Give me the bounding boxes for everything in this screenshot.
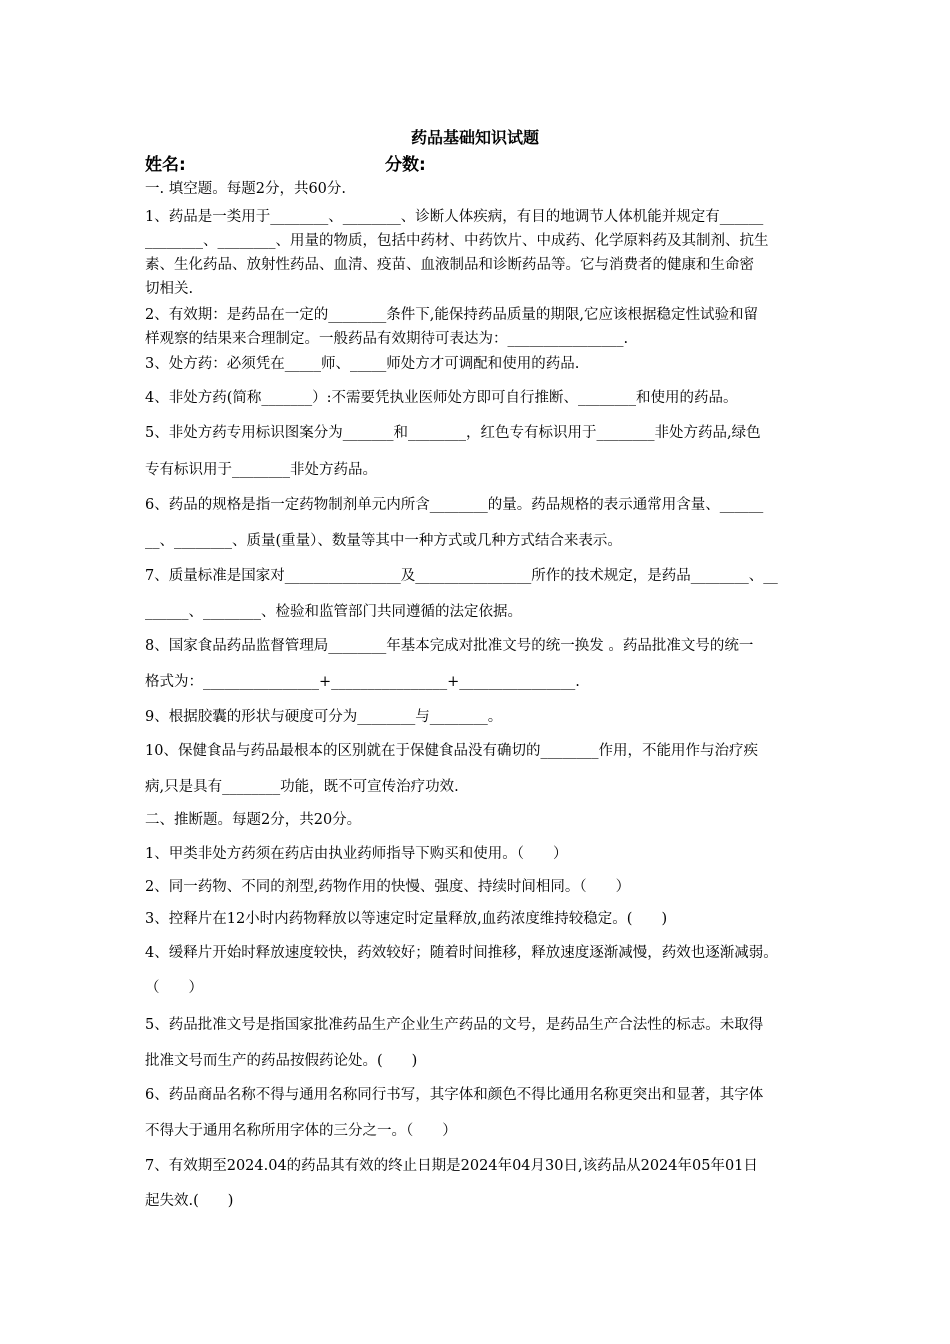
q1-8-line: 8、国家食品药品监督管理局________年基本完成对批准文号的统一换发 。药品批准文号的统一	[145, 638, 754, 654]
exam-title: 药品基础知识试题	[410, 128, 539, 147]
name-label: 姓名:	[145, 155, 186, 175]
q1-6-line: __、________、质量(重量）、数量等其中一种方式或几种方式结合来表示。	[145, 533, 622, 549]
q1-7-line: 7、质量标准是国家对________________及________________所作的技术规定，是药品________、__	[145, 568, 778, 584]
q1-1-line: 素、生化药品、放射性药品、血清、疫苗、血液制品和诊断药品等。它与消费者的健康和生命密	[145, 257, 754, 273]
q2-2-line: 2、同一药物、不同的剂型,药物作用的快慢、强度、持续时间相同。（ ）	[145, 879, 631, 895]
q2-5-line: 5、药品批准文号是指国家批准药品生产企业生产药品的文号，是药品生产合法性的标志。未取得	[145, 1017, 764, 1033]
q1-5-line: 5、非处方药专用标识图案分为_______和________，红色专有标识用于________非处方药品,绿色	[145, 425, 761, 441]
q2-1-line: 1、甲类非处方药须在药店由执业药师指导下购买和使用。（ ）	[145, 846, 568, 862]
q1-2-line: 样观察的结果来合理制定。一般药品有效期待可表达为：________________.	[145, 331, 629, 347]
q2-5-line: 批准文号而生产的药品按假药论处。( )	[145, 1053, 418, 1069]
q1-6-line: 6、药品的规格是指一定药物制剂单元内所含________的量。药品规格的表示通常用含量、______	[145, 497, 764, 513]
score-label: 分数:	[385, 155, 426, 175]
q1-4-line: 4、非处方药(简称_______）:不需要凭执业医师处方即可自行推断、________和使用的药品。	[145, 390, 738, 406]
section-1-heading: 一. 填空题。每题2分，共60分.	[145, 181, 347, 197]
q1-3-line: 3、处方药：必须凭在_____师、_____师处方才可调配和使用的药品.	[145, 356, 580, 372]
q1-5-line: 专有标识用于________非处方药品。	[145, 462, 377, 478]
q1-1-line: 切相关.	[145, 281, 194, 297]
q1-7-line: ______、________、检验和监管部门共同遵循的法定依据。	[145, 604, 522, 620]
q2-3-line: 3、控释片在12小时内药物释放以等速定时定量释放,血药浓度维持较稳定。( )	[145, 911, 668, 927]
q1-1-line: 1、药品是一类用于________、________、诊断人体疾病，有目的地调节人体机能并规定有______	[145, 209, 764, 225]
q2-7-line: 起失效.( )	[145, 1193, 234, 1209]
q1-2-line: 2、有效期：是药品在一定的________条件下,能保持药品质量的期限,它应该根据稳定性试验和留	[145, 307, 758, 323]
q2-7-line: 7、有效期至2024.04的药品其有效的终止日期是2024年04月30日,该药品从2024年05年01日	[145, 1158, 758, 1174]
q1-10-line: 10、保健食品与药品最根本的区别就在于保健食品没有确切的________作用，不能用作与治疗疾	[145, 743, 758, 759]
q1-8-line: 格式为：________________+________________+________________.	[145, 674, 580, 690]
section-2-heading: 二、推断题。每题2分，共20分。	[145, 812, 362, 828]
q2-6-line: 6、药品商品名称不得与通用名称同行书写，其字体和颜色不得比通用名称更突出和显著，其字体	[145, 1087, 764, 1103]
q2-4-line: （ ）	[145, 980, 203, 996]
q2-6-line: 不得大于通用名称所用字体的三分之一。（ ）	[145, 1123, 457, 1139]
q1-10-line: 病,只是具有________功能，既不可宣传治疗功效.	[145, 779, 459, 795]
q1-9-line: 9、根据胶囊的形状与硬度可分为________与________。	[145, 709, 503, 725]
q1-1-line: ________、________、用量的物质，包括中药材、中药饮片、中成药、化学原料药及其制剂、抗生	[145, 233, 769, 249]
q2-4-line: 4、缓释片开始时释放速度较快，药效较好；随着时间推移，释放速度逐渐减慢，药效也逐渐减弱。	[145, 945, 778, 961]
